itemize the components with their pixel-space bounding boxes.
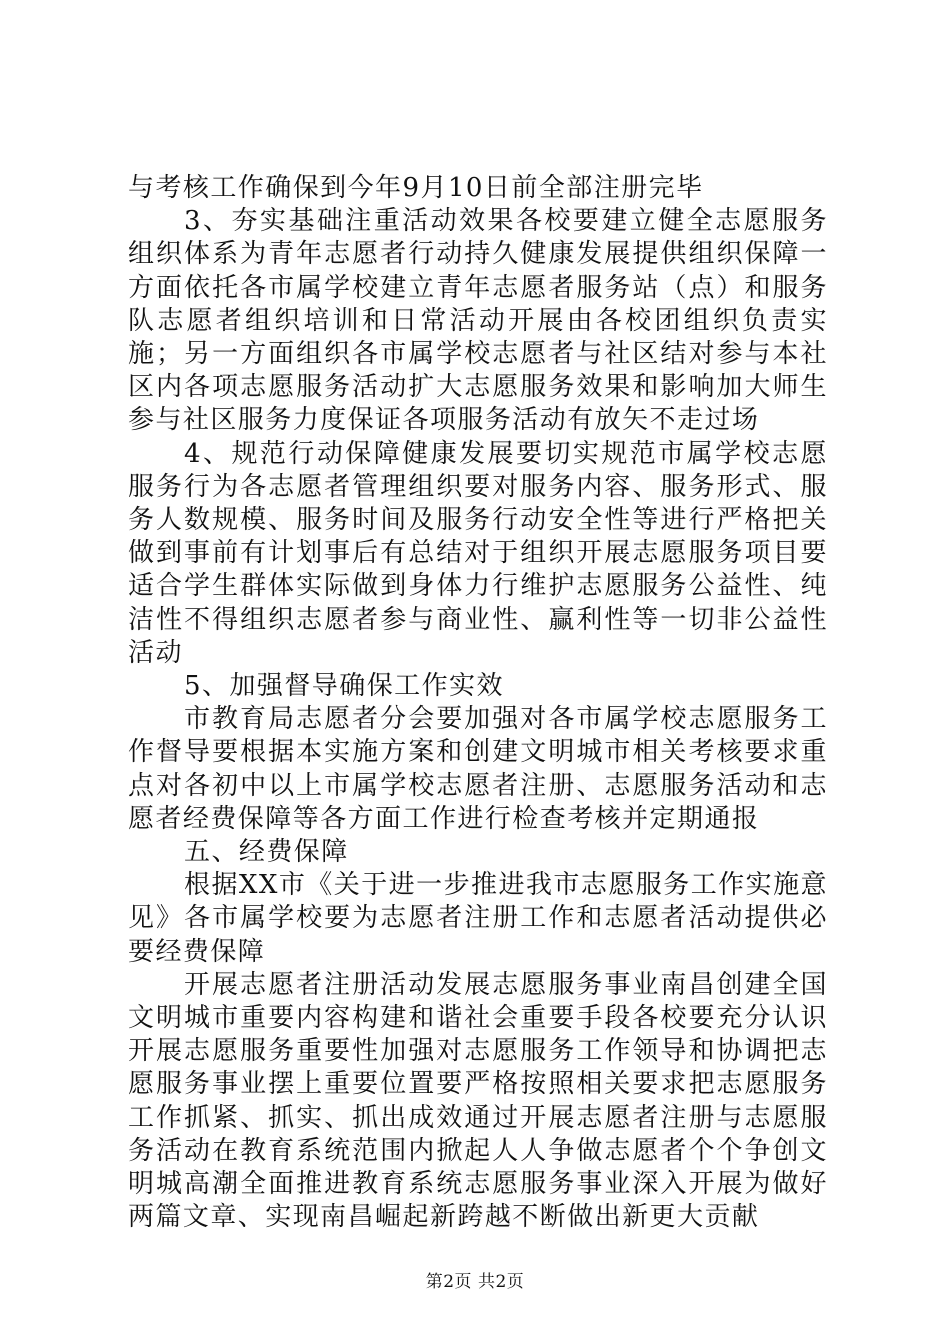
paragraph-funding: 根据XX市《关于进一步推进我市志愿服务工作实施意见》各市属学校要为志愿者注册工作和志愿者活动提供必要经费保障 [128,870,828,967]
paragraph-item-4: 4、规范行动保障健康发展要切实规范市属学校志愿服务行为各志愿者管理组织要对服务内容、服务形式、服务人数规模、服务时间及服务行动安全性等进行严格把关做到事前有计划事后有总结对于组织开展志愿服务项目要适合学生群体实际做到身体力行维护志愿服务公益性、纯洁性不得组织志愿者参与商业性、赢利性等一切非公益性活动 [128,438,828,668]
paragraph-item-3: 3、夯实基础注重活动效果各校要建立健全志愿服务组织体系为青年志愿者行动持久健康发展提供组织保障一方面依托各市属学校建立青年志愿者服务站（点）和服务队志愿者组织培训和日常活动开展由各校团组织负责实施；另一方面组织各市属学校志愿者与社区结对参与本社区内各项志愿服务活动扩大志愿服务效果和影响加大师生参与社区服务力度保证各项服务活动有放矢不走过场 [128,206,828,436]
section-heading-funding: 五、经费保障 [184,837,349,868]
paragraph-supervision: 市教育局志愿者分会要加强对各市属学校志愿服务工作督导要根据本实施方案和创建文明城市相关考核要求重点对各初中以上市属学校志愿者注册、志愿服务活动和志愿者经费保障等各方面工作进行检查考核并定期通报 [128,704,828,834]
paragraph-item-5-heading: 5、加强督导确保工作实效 [184,671,504,702]
paragraph-conclusion: 开展志愿者注册活动发展志愿服务事业南昌创建全国文明城市重要内容构建和谐社会重要手段各校要充分认识开展志愿服务重要性加强对志愿服务工作领导和协调把志愿服务事业摆上重要位置要严格按照相关要求把志愿服务工作抓紧、抓实、抓出成效通过开展志愿者注册与志愿服务活动在教育系统范围内掀起人人争做志愿者个个争创文明城高潮全面推进教育系统志愿服务事业深入开展为做好两篇文章、实现南昌崛起新跨越不断做出新更大贡献 [128,969,828,1233]
paragraph-continuation: 与考核工作确保到今年9月10日前全部注册完毕 [128,173,704,203]
document-body [128,172,828,1235]
page-footer: 第2页 共2页 [425,1272,525,1292]
